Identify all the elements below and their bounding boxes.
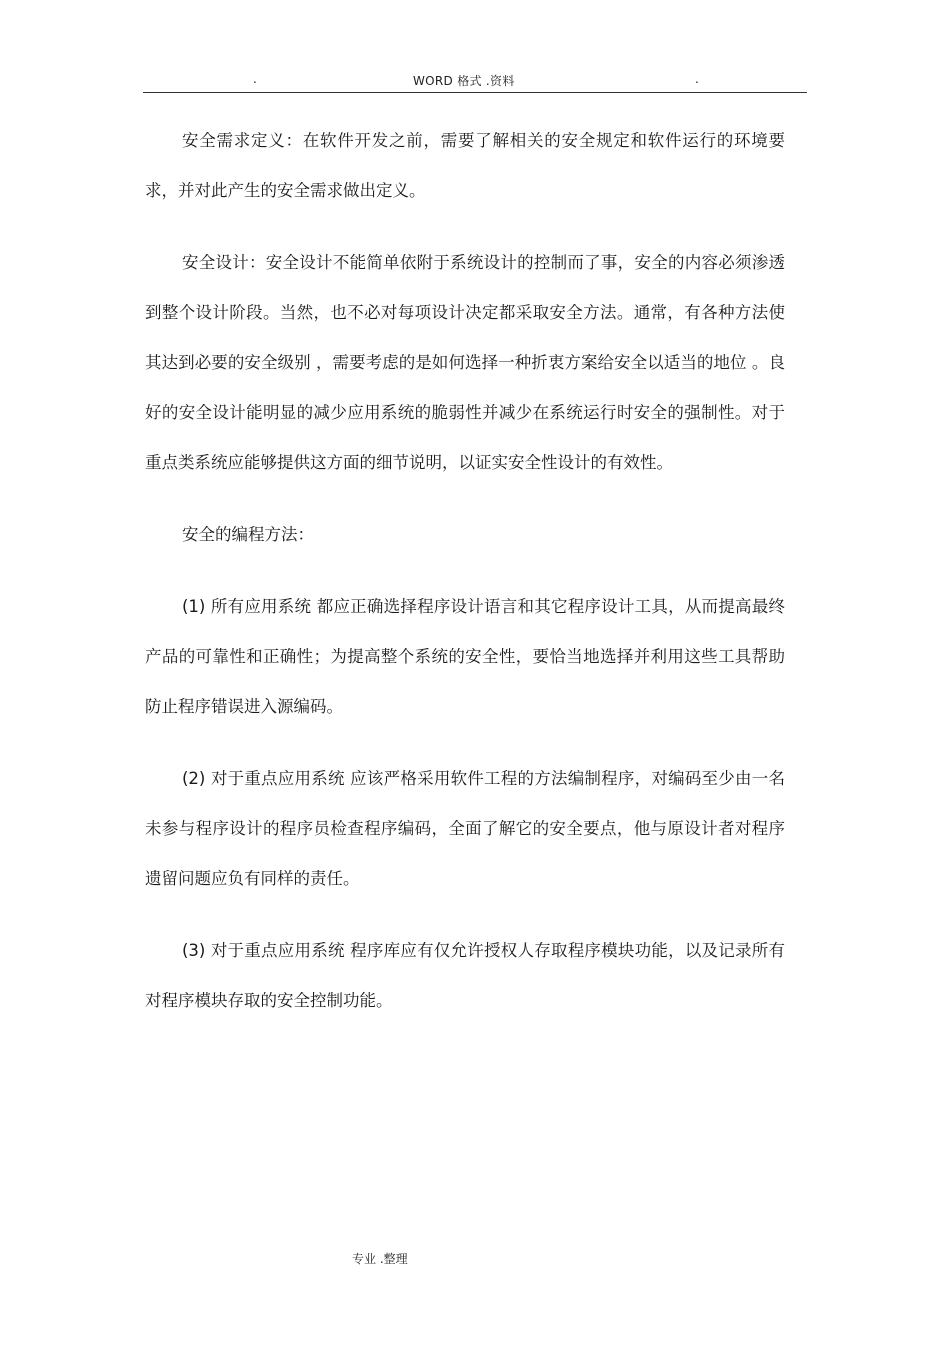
page-header: [143, 70, 807, 93]
paragraph-security-design: 安全设计：安全设计不能简单依附于系统设计的控制而了事，安全的内容必须渗透到整个设计阶段。当然，也不必对每项设计决定都采取安全方法。通常，有各种方法使其达到必要的安全级别 ，需要考虑的是如何选择一种折衷方案给安全以适当的地位 。良好的安全设计能明显的减少应用系统的脆弱性并减少在系统运行时安全的强制性。对于重点类系统应能够提供这方面的细节说明，以证实安全性设计的有效性。: [145, 253, 785, 472]
paragraph-item-3: (3) 对于重点应用系统 程序库应有仅允许授权人存取程序模块功能，以及记录所有对程序模块存取的安全控制功能。: [145, 941, 785, 1010]
paragraph-secure-programming-heading: 安全的编程方法：: [182, 525, 314, 544]
paragraph-item-1: (1) 所有应用系统 都应正确选择程序设计语言和其它程序设计工具，从而提高最终产品的可靠性和正确性；为提高整个系统的安全性，要恰当地选择并利用这些工具帮助防止程序错误进入源编码。: [145, 597, 785, 716]
page-footer: 专业 .整理: [352, 1252, 408, 1266]
paragraph-item-2: (2) 对于重点应用系统 应该严格采用软件工程的方法编制程序，对编码至少由一名未参与程序设计的程序员检查程序编码，全面了解它的安全要点，他与原设计者对程序遗留问题应负有同样的责任。: [145, 769, 785, 888]
header-left-mark: .: [253, 72, 257, 86]
paragraph-security-requirements: 安全需求定义：在软件开发之前，需要了解相关的安全规定和软件运行的环境要求，并对此产生的安全需求做出定义。: [145, 131, 785, 200]
document-body: [145, 116, 785, 1048]
header-title: WORD 格式 .资料: [413, 74, 515, 88]
header-right-mark: .: [695, 72, 699, 86]
